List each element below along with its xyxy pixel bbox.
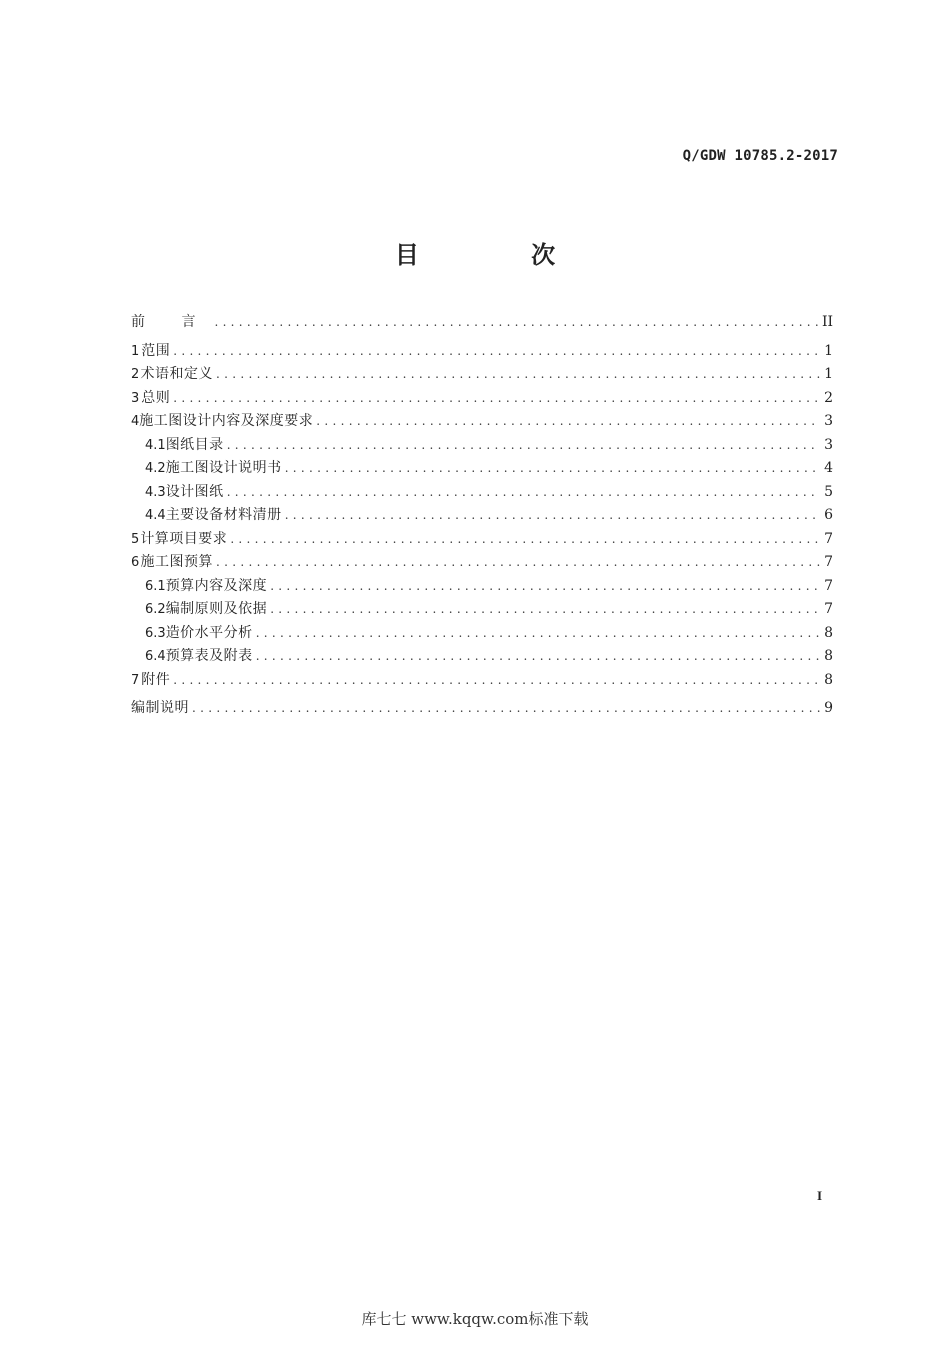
toc-entry-label: 编制说明 [131,700,189,716]
toc-leader-dots [216,551,820,575]
toc-entry-page: 3 [824,436,833,453]
toc-entry-label: 术语和定义 [140,366,214,382]
toc-entry-label: 造价水平分析 [165,624,253,641]
toc-entry-page: 9 [824,700,833,716]
toc-entry-page: 1 [824,342,833,359]
toc-entry-4-1[interactable] [131,434,833,458]
toc-entry-label: 预算表及附表 [165,648,253,664]
toc-leader-dots [216,363,820,387]
toc-entry-6-1[interactable] [131,575,833,599]
footer-watermark: 库七七 www.kqqw.com标准下载 [361,1310,589,1328]
toc-entry-number: 6 [131,555,140,570]
toc-entry-number: 4.3 [145,484,166,500]
toc-entry-7[interactable] [131,669,833,693]
toc-entry-label: 总则 [141,389,171,406]
toc-entry-3[interactable] [131,387,833,411]
toc-entry-number: 6.4 [145,649,166,664]
toc-entry-number: 4 [131,414,140,429]
toc-entry-4-4[interactable] [131,504,833,528]
toc-entry-label: 计算项目要求 [140,530,228,547]
toc-entry-5[interactable] [131,528,833,552]
toc-entry-page: 3 [824,413,833,429]
toc-entry-label: 设计图纸 [165,483,224,500]
toc-entry-number: 5 [131,531,140,547]
toc-leader-dots [270,598,820,622]
toc-entry-6-2[interactable] [131,598,833,622]
toc-entry-number: 4.2 [145,461,166,476]
toc-entry-number: 6.2 [145,602,166,617]
toc-entry-number: 6.3 [145,625,166,641]
toc-entry-page: 4 [824,460,833,476]
toc-entry-label: 范围 [141,342,171,359]
toc-entry-label: 施工图设计说明书 [165,460,282,476]
toc-leader-dots [270,575,820,599]
toc-entry-page: 7 [824,601,833,617]
toc-title: 目 次 [394,241,608,269]
toc-entry-4-2[interactable] [131,457,833,481]
toc-entry-page: 7 [824,554,833,570]
toc-leader-dots [227,481,820,505]
toc-entry-page: 5 [824,483,833,500]
toc-entry-page: II [821,314,833,330]
table-of-contents [131,311,833,721]
toc-entry-label: 施工图预算 [140,554,214,570]
toc-entry-6-4[interactable] [131,645,833,669]
toc-entry-label: 前 言 [131,314,212,330]
toc-entry-number: 6.1 [145,578,166,594]
toc-entry-number: 1 [131,343,140,359]
toc-entry-page: 8 [824,648,833,664]
toc-leader-dots [173,387,820,411]
toc-entry-notes[interactable] [131,697,833,721]
toc-leader-dots [256,645,820,669]
toc-entry-page: 7 [824,577,833,594]
toc-leader-dots [227,434,820,458]
toc-leader-dots [285,504,820,528]
toc-entry-4-3[interactable] [131,481,833,505]
toc-entry-page: 6 [824,507,833,523]
toc-entry-number: 7 [131,672,140,688]
toc-leader-dots [214,311,818,335]
document-code: Q/GDW 10785.2-2017 [682,148,838,164]
toc-entry-6-3[interactable] [131,622,833,646]
toc-entry-label: 主要设备材料清册 [165,507,282,523]
toc-entry-number: 4.4 [145,508,166,523]
toc-leader-dots [316,410,820,434]
toc-entry-label: 附件 [141,671,171,688]
toc-entry-2[interactable] [131,363,833,387]
toc-leader-dots [192,697,820,721]
toc-entry-number: 4.1 [145,437,166,453]
toc-entry-label: 图纸目录 [165,436,224,453]
toc-entry-page: 8 [824,624,833,641]
toc-entry-1[interactable] [131,340,833,364]
toc-entry-number: 3 [131,390,140,406]
toc-entry-page: 7 [824,530,833,547]
toc-entry-foreword[interactable] [131,311,833,335]
toc-leader-dots [285,457,820,481]
toc-entry-4[interactable] [131,410,833,434]
toc-leader-dots [173,669,820,693]
toc-leader-dots [173,340,820,364]
toc-entry-page: 2 [824,389,833,406]
toc-entry-6[interactable] [131,551,833,575]
toc-entry-label: 编制原则及依据 [165,601,268,617]
toc-entry-label: 施工图设计内容及深度要求 [139,413,314,429]
page-number: I [816,1188,822,1203]
toc-leader-dots [256,622,820,646]
toc-entry-number: 2 [131,367,140,382]
toc-entry-page: 1 [824,366,833,382]
toc-leader-dots [230,528,820,552]
toc-entry-label: 预算内容及深度 [165,577,268,594]
toc-entry-page: 8 [824,671,833,688]
